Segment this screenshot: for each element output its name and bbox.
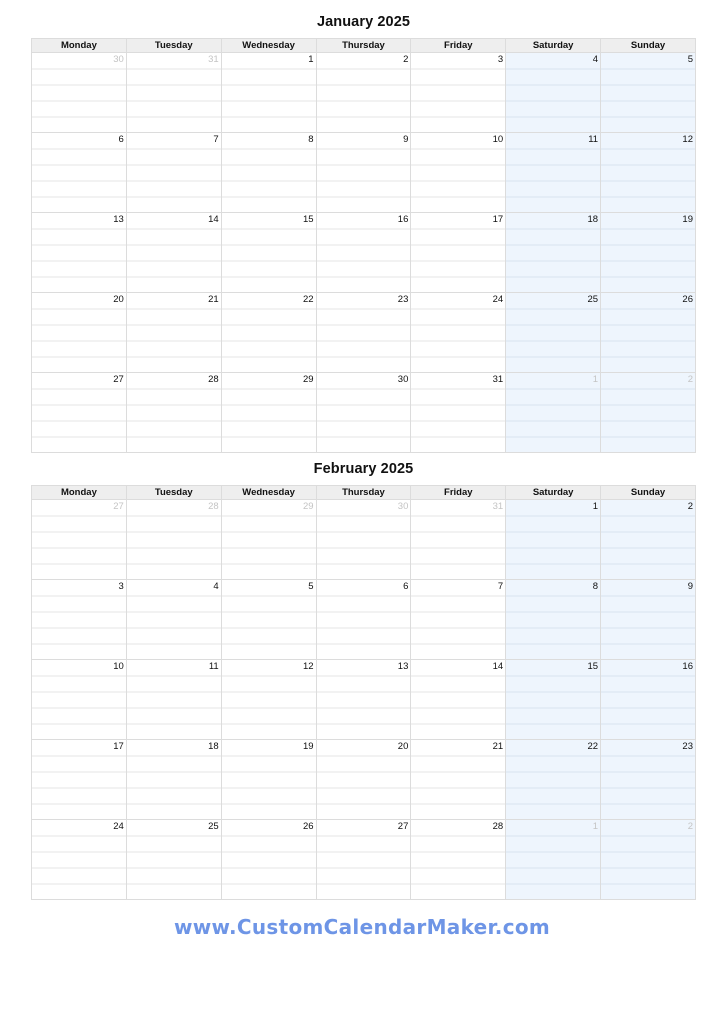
day-cell[interactable] (601, 293, 696, 373)
weekday-monday: Monday (32, 39, 127, 53)
day-cell[interactable] (601, 373, 696, 453)
day-cell[interactable] (601, 580, 696, 660)
day-cell[interactable] (126, 580, 221, 660)
day-number: 11 (208, 661, 219, 672)
month-february (31, 457, 696, 900)
day-cell[interactable] (32, 820, 127, 900)
day-number: 5 (687, 54, 693, 65)
day-cell[interactable] (32, 660, 127, 740)
day-number: 30 (113, 54, 124, 65)
week-row (32, 500, 696, 580)
day-number: 16 (682, 661, 693, 672)
day-number: 31 (492, 501, 504, 512)
day-cell[interactable] (506, 213, 601, 293)
day-cell[interactable] (221, 740, 316, 820)
day-number: 1 (592, 501, 599, 512)
day-number: 30 (397, 501, 409, 512)
day-cell[interactable] (316, 133, 411, 213)
day-cell[interactable] (316, 500, 411, 580)
weekday-thursday: Thursday (316, 39, 411, 53)
day-number: 20 (397, 741, 409, 752)
week-row (32, 373, 696, 453)
day-number: 13 (397, 661, 409, 672)
day-number: 12 (302, 661, 314, 672)
day-number: 22 (302, 294, 314, 305)
day-number: 27 (113, 374, 124, 385)
day-number: 24 (113, 821, 124, 832)
day-cell[interactable] (221, 373, 316, 453)
day-number: 18 (587, 214, 599, 225)
day-number: 10 (113, 661, 124, 672)
week-row (32, 213, 696, 293)
weekday-wednesday: Wednesday (221, 39, 316, 53)
day-cell[interactable] (126, 740, 221, 820)
day-cell[interactable] (601, 53, 696, 133)
day-cell[interactable] (316, 293, 411, 373)
day-number: 24 (492, 294, 504, 305)
day-number: 3 (118, 581, 124, 592)
day-cell[interactable] (221, 580, 316, 660)
day-cell[interactable] (411, 293, 506, 373)
day-cell[interactable] (411, 373, 506, 453)
day-cell[interactable] (126, 500, 221, 580)
day-number: 21 (208, 294, 219, 305)
day-cell[interactable] (316, 660, 411, 740)
day-cell[interactable] (221, 820, 316, 900)
day-cell[interactable] (411, 820, 506, 900)
day-cell[interactable] (32, 213, 127, 293)
day-cell[interactable] (221, 213, 316, 293)
day-number: 17 (492, 214, 504, 225)
day-number: 4 (213, 581, 219, 592)
day-number: 25 (208, 821, 219, 832)
week-row (32, 293, 696, 373)
day-number: 23 (397, 294, 409, 305)
month-title: February 2025 (313, 461, 414, 477)
day-cell[interactable] (126, 820, 221, 900)
day-number: 6 (118, 134, 124, 145)
day-cell[interactable] (126, 660, 221, 740)
day-number: 2 (687, 821, 693, 832)
day-number: 28 (208, 501, 219, 512)
week-row (32, 53, 696, 133)
day-cell[interactable] (506, 820, 601, 900)
day-number: 22 (587, 741, 599, 752)
weekday-saturday: Saturday (506, 486, 601, 500)
day-number: 15 (302, 214, 314, 225)
day-number: 9 (403, 134, 409, 145)
day-cell[interactable] (126, 373, 221, 453)
day-number: 14 (208, 214, 219, 225)
day-cell[interactable] (221, 500, 316, 580)
day-cell[interactable] (601, 500, 696, 580)
day-number: 28 (208, 374, 219, 385)
footer-url[interactable]: www.CustomCalendarMaker.com (173, 915, 551, 939)
day-cell[interactable] (411, 53, 506, 133)
day-number: 1 (308, 54, 314, 65)
month-title: January 2025 (316, 14, 411, 30)
day-number: 31 (492, 374, 504, 385)
weekday-friday: Friday (411, 486, 506, 500)
day-cell[interactable] (316, 213, 411, 293)
day-number: 6 (403, 581, 409, 592)
day-number: 19 (302, 741, 314, 752)
day-number: 11 (588, 134, 599, 145)
day-cell[interactable] (506, 740, 601, 820)
day-number: 29 (302, 374, 314, 385)
day-cell[interactable] (32, 293, 127, 373)
day-cell[interactable] (32, 580, 127, 660)
day-number: 4 (592, 54, 599, 65)
day-number: 31 (208, 54, 219, 65)
day-number: 1 (592, 374, 599, 385)
day-number: 2 (403, 54, 409, 65)
weekday-tuesday: Tuesday (126, 39, 221, 53)
weekday-saturday: Saturday (506, 39, 601, 53)
day-number: 3 (497, 54, 504, 65)
weekday-thursday: Thursday (316, 486, 411, 500)
day-cell[interactable] (506, 133, 601, 213)
day-cell[interactable] (126, 293, 221, 373)
day-number: 8 (592, 581, 599, 592)
day-number: 5 (308, 581, 314, 592)
day-number: 2 (687, 374, 693, 385)
day-cell[interactable] (32, 500, 127, 580)
calendar-grid (31, 485, 696, 900)
day-cell[interactable] (601, 213, 696, 293)
day-number: 17 (113, 741, 124, 752)
day-cell[interactable] (126, 133, 221, 213)
day-cell[interactable] (32, 53, 127, 133)
day-cell[interactable] (221, 53, 316, 133)
day-cell[interactable] (411, 660, 506, 740)
day-number: 18 (208, 741, 219, 752)
day-cell[interactable] (601, 133, 696, 213)
day-number: 19 (682, 214, 693, 225)
day-cell[interactable] (506, 293, 601, 373)
day-number: 2 (687, 501, 693, 512)
weekday-sunday: Sunday (601, 486, 696, 500)
day-number: 25 (587, 294, 599, 305)
day-cell[interactable] (32, 740, 127, 820)
day-number: 15 (587, 661, 599, 672)
weekday-header-row (32, 486, 696, 500)
day-number: 20 (113, 294, 124, 305)
day-number: 30 (397, 374, 409, 385)
day-number: 12 (682, 134, 693, 145)
day-number: 27 (397, 821, 409, 832)
day-cell[interactable] (126, 213, 221, 293)
week-row (32, 740, 696, 820)
day-number: 1 (592, 821, 599, 832)
weekday-monday: Monday (32, 486, 127, 500)
day-cell[interactable] (411, 213, 506, 293)
day-cell[interactable] (32, 133, 127, 213)
day-cell[interactable] (316, 740, 411, 820)
day-number: 10 (492, 134, 504, 145)
week-row (32, 820, 696, 900)
day-number: 8 (308, 134, 314, 145)
day-cell[interactable] (506, 53, 601, 133)
day-cell[interactable] (316, 580, 411, 660)
day-cell[interactable] (221, 293, 316, 373)
week-row (32, 660, 696, 740)
day-number: 16 (397, 214, 409, 225)
day-cell[interactable] (601, 740, 696, 820)
calendar-grid (31, 38, 696, 453)
day-number: 14 (492, 661, 504, 672)
day-cell[interactable] (411, 133, 506, 213)
day-cell[interactable] (316, 53, 411, 133)
day-number: 28 (492, 821, 504, 832)
day-cell[interactable] (601, 660, 696, 740)
day-cell[interactable] (601, 820, 696, 900)
weekday-friday: Friday (411, 39, 506, 53)
weekday-header-row (32, 39, 696, 53)
day-cell[interactable] (221, 133, 316, 213)
day-cell[interactable] (411, 580, 506, 660)
day-number: 21 (492, 741, 504, 752)
day-number: 23 (682, 741, 693, 752)
day-cell[interactable] (126, 53, 221, 133)
weekday-sunday: Sunday (601, 39, 696, 53)
day-number: 29 (302, 501, 314, 512)
week-row (32, 133, 696, 213)
day-number: 27 (113, 501, 124, 512)
week-row (32, 580, 696, 660)
day-cell[interactable] (316, 820, 411, 900)
day-number: 7 (213, 134, 219, 145)
day-number: 26 (682, 294, 693, 305)
day-cell[interactable] (32, 373, 127, 453)
day-number: 13 (113, 214, 124, 225)
day-cell[interactable] (411, 740, 506, 820)
day-cell[interactable] (221, 660, 316, 740)
day-cell[interactable] (506, 660, 601, 740)
day-cell[interactable] (506, 373, 601, 453)
weekday-wednesday: Wednesday (221, 486, 316, 500)
day-cell[interactable] (411, 500, 506, 580)
day-cell[interactable] (506, 500, 601, 580)
day-number: 7 (497, 581, 504, 592)
weekday-tuesday: Tuesday (126, 486, 221, 500)
day-cell[interactable] (316, 373, 411, 453)
day-number: 26 (302, 821, 314, 832)
day-number: 9 (687, 581, 693, 592)
month-january (31, 10, 696, 453)
day-cell[interactable] (506, 580, 601, 660)
